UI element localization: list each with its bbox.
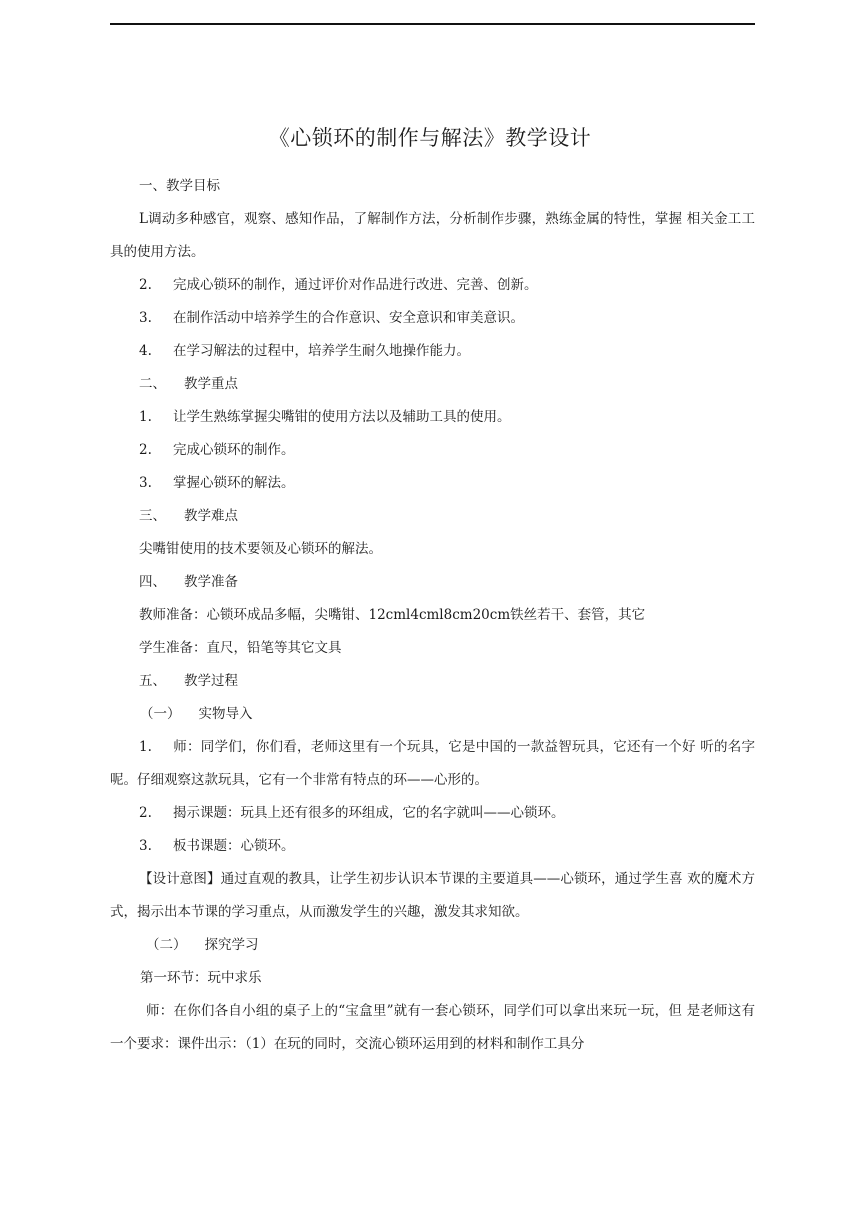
key-point-2 — [110, 434, 755, 467]
document-title: 《心锁环的制作与解法》教学设计 — [268, 126, 592, 150]
objective-item-1: L调动多种感官，观察、感知作品，了解制作方法，分析制作步骤，熟练金属的特性，掌握 相关金工工具的使用方法。 — [110, 211, 755, 260]
heading-number: 三、 — [139, 508, 166, 524]
objective-item-4 — [110, 335, 755, 368]
list-number: 4. — [139, 343, 152, 359]
objective-item-3 — [110, 302, 755, 335]
heading-text: 教学重点 — [184, 376, 238, 392]
heading-text: 探究学习 — [204, 937, 259, 953]
section-heading-key-points — [110, 368, 755, 401]
student-preparation: 学生准备：直尺，铅笔等其它文具 — [139, 640, 342, 656]
step-1-heading: 第一环节：玩中求乐 — [140, 970, 262, 986]
list-number: 1. — [139, 739, 152, 755]
list-text: 师：同学们，你们看，老师这里有一个玩具，它是中国的一款益智玩具，它还有一个好 听的名字呢。仔细观察这款玩具，它有一个非常有特点的环——心形的。 — [110, 739, 755, 788]
section-heading-preparation — [110, 566, 755, 599]
list-number: 3. — [139, 838, 152, 854]
list-number: 2. — [139, 805, 152, 821]
list-text: 完成心锁环的制作。 — [173, 442, 295, 458]
list-text: 让学生熟练掌握尖嘴钳的使用方法以及辅助工具的使用。 — [173, 409, 511, 425]
list-text: 在制作活动中培养学生的合作意识、安全意识和审美意识。 — [173, 310, 524, 326]
heading-number: 四、 — [139, 574, 166, 590]
list-number: 2. — [139, 442, 152, 458]
heading-text: 教学难点 — [184, 508, 238, 524]
intro-item-3 — [110, 830, 755, 863]
heading-number: （一） — [140, 706, 181, 722]
list-text: 完成心锁环的制作，通过评价对作品进行改进、完善、创新。 — [173, 277, 538, 293]
list-text: 掌握心锁环的解法。 — [173, 475, 295, 491]
subsection-heading-intro — [110, 698, 755, 731]
heading-text: 教学准备 — [184, 574, 238, 590]
teacher-instruction-paragraph: 师：在你们各自小组的桌子上的“宝盒里”就有一套心锁环，同学们可以拿出来玩一玩，但 是老师这有一个要求：课件出示：（1）在玩的同时，交流心锁环运用到的材料和制作工具分 — [110, 1003, 755, 1052]
heading-number: 二、 — [139, 376, 166, 392]
list-number: 3. — [139, 310, 152, 326]
list-text: 在学习解法的过程中，培养学生耐久地操作能力。 — [173, 343, 470, 359]
heading-text: 教学过程 — [184, 673, 238, 689]
teacher-preparation: 教师准备：心锁环成品多幅，尖嘴钳、12cml4cml8cm20cm铁丝若干、套管，其它 — [139, 607, 646, 623]
list-text: 揭示课题：玩具上还有很多的环组成，它的名字就叫——心锁环。 — [173, 805, 565, 821]
subsection-heading-explore — [110, 929, 755, 962]
design-intent-paragraph: 【设计意图】通过直观的教具，让学生初步认识本节课的主要道具——心锁环，通过学生喜 欢的魔术方式，揭示出本节课的学习重点，从而激发学生的兴趣，激发其求知欲。 — [110, 871, 755, 920]
document-body — [110, 170, 755, 1061]
section-heading-objectives: 一、教学目标 — [139, 178, 220, 194]
objective-item-2 — [110, 269, 755, 302]
intro-item-2 — [110, 797, 755, 830]
intro-item-1 — [110, 731, 755, 797]
list-number: 3. — [139, 475, 152, 491]
difficulties-text: 尖嘴钳使用的技术要领及心锁环的解法。 — [139, 541, 382, 557]
heading-number: 五、 — [139, 673, 166, 689]
section-heading-process — [110, 665, 755, 698]
heading-number: （二） — [146, 937, 187, 953]
list-number: 1. — [139, 409, 152, 425]
list-text: 板书课题：心锁环。 — [173, 838, 295, 854]
header-rule — [110, 23, 755, 25]
heading-text: 实物导入 — [198, 706, 253, 722]
list-number: 2. — [139, 277, 152, 293]
section-heading-difficulties — [110, 500, 755, 533]
key-point-1 — [110, 401, 755, 434]
key-point-3 — [110, 467, 755, 500]
